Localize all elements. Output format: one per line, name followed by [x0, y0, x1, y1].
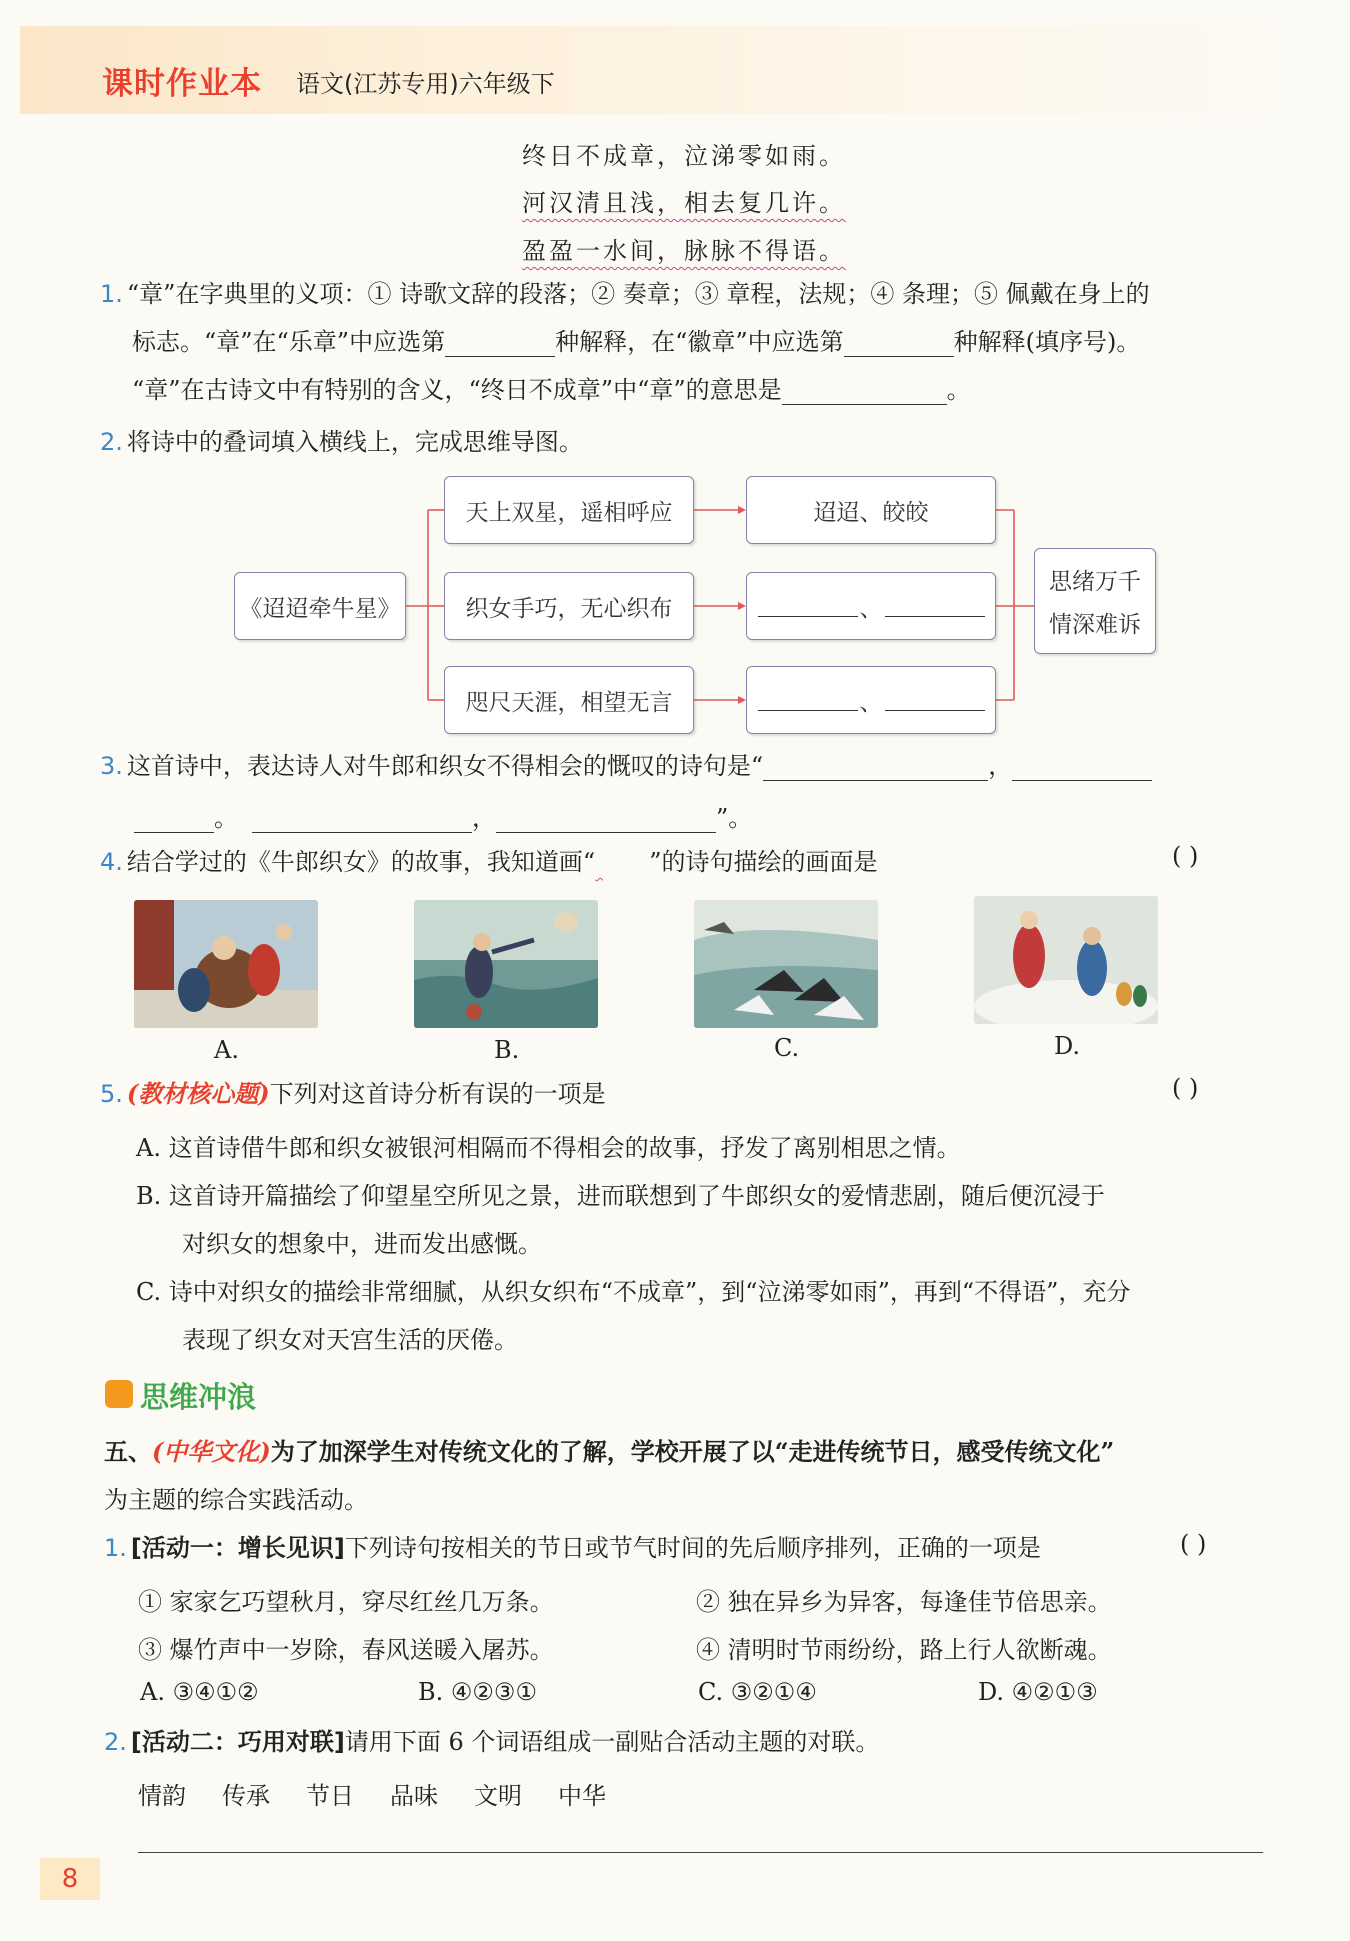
q4-wavy-mark — [595, 848, 649, 877]
q3-line-2 — [134, 804, 752, 833]
act1-item-3: ③ 爆竹声中一岁除，春风送暖入屠苏。 — [138, 1636, 554, 1664]
act2-line — [104, 1728, 879, 1757]
q4-picture-b[interactable] — [414, 900, 598, 1028]
q5-option-a[interactable]: A. 这首诗借牛郎和织女被银河相隔而不得相会的故事，抒发了离别相思之情。 — [136, 1134, 961, 1162]
act2-word-1: 情韵 — [138, 1782, 186, 1810]
q4-line — [100, 848, 877, 877]
act1-option-a[interactable]: A. ③④①② — [140, 1678, 259, 1706]
act2-word-6: 中华 — [558, 1782, 606, 1810]
q1-text-2a: 标志。“章”在“乐章”中应选第 — [132, 328, 446, 356]
act1-line — [104, 1534, 1041, 1563]
act1-option-d[interactable]: D. ④②①③ — [978, 1678, 1098, 1706]
q-five-prefix: 五、 — [104, 1437, 152, 1466]
act1-title: [活动一：增长见识] — [130, 1534, 345, 1562]
act1-option-b[interactable]: B. ④②③① — [418, 1678, 537, 1706]
act2-text: 请用下面 6 个词语组成一副贴合活动主题的对联。 — [344, 1728, 880, 1756]
poem-line-2: 河汉清且浅，相去复几许。 — [522, 189, 846, 217]
mindmap-conclusion-2: 情深难诉 — [1049, 612, 1141, 638]
q3-period: 。 — [214, 804, 238, 832]
act1-text: 下列诗句按相关的节日或节气时间的先后顺序排列，正确的一项是 — [344, 1534, 1041, 1562]
q1-text-2c: 种解释(填序号)。 — [953, 328, 1141, 356]
mindmap-blank-3a[interactable] — [758, 690, 858, 711]
q5-option-c-1[interactable]: C. 诗中对织女的描绘非常细腻，从织女织布“不成章”，到“泣涕零如雨”，再到“不得语”，充分 — [136, 1278, 1131, 1306]
mindmap-blank-2a[interactable] — [758, 596, 858, 617]
q4-number: 4. — [100, 848, 123, 876]
mindmap-sep-2: 、 — [859, 595, 883, 622]
q3-number: 3. — [100, 752, 123, 780]
answer-line[interactable] — [138, 1852, 1263, 1853]
q4-answer-paren[interactable]: ( ) — [1172, 842, 1199, 870]
q4-picture-a[interactable] — [134, 900, 318, 1028]
q4-picture-d[interactable] — [974, 896, 1158, 1024]
act2-word-2: 传承 — [222, 1782, 270, 1810]
q2-text: 将诗中的叠词填入横线上，完成思维导图。 — [126, 428, 583, 456]
act1-number: 1. — [104, 1534, 127, 1562]
q4-text-b: ”的诗句描绘的画面是 — [649, 848, 878, 876]
q3-blank-2b[interactable] — [134, 808, 214, 833]
act1-item-1: ① 家家乞巧望秋月，穿尽红丝几万条。 — [138, 1588, 554, 1616]
q3-text: 这首诗中，表达诗人对牛郎和织女不得相会的慨叹的诗句是“ — [126, 752, 764, 780]
q-five-line-2: 为主题的综合实践活动。 — [104, 1486, 368, 1514]
q4-label-a: A. — [214, 1036, 239, 1064]
q1-number: 1. — [100, 280, 123, 308]
q1-text-1: “章”在字典里的义项：① 诗歌文辞的段落；② 奏章；③ 章程，法规；④ 条理；⑤ 佩戴在身上的 — [126, 280, 1150, 308]
act2-word-4: 品味 — [390, 1782, 438, 1810]
mindmap-conclusion-1: 思绪万千 — [1049, 569, 1141, 595]
q-five-text-1: 为了加深学生对传统文化的了解，学校开展了以“走进传统节日，感受传统文化” — [270, 1437, 1115, 1466]
mindmap-branch-2: 织女手巧，无心织布 — [444, 572, 694, 640]
q3-blank-4[interactable] — [496, 808, 716, 833]
mindmap-blank-2b[interactable] — [885, 596, 985, 617]
q4-label-c: C. — [774, 1034, 800, 1062]
q3-comma-1: ， — [988, 752, 1013, 780]
q5-line — [100, 1080, 606, 1109]
q4-picture-c[interactable] — [694, 900, 878, 1028]
subject-title: 语文(江苏专用)六年级下 — [296, 70, 555, 98]
act1-item-4: ④ 清明时节雨纷纷，路上行人欲断魂。 — [696, 1636, 1112, 1664]
q5-tag: (教材核心题) — [126, 1079, 270, 1108]
page-number: 8 — [40, 1858, 100, 1900]
mindmap-blank-3b[interactable] — [885, 690, 985, 711]
q-five-tag: (中华文化) — [152, 1437, 271, 1466]
section-title: 思维冲浪 — [140, 1380, 257, 1414]
mindmap-sep-3: 、 — [859, 689, 883, 716]
act1-answer-paren[interactable]: ( ) — [1180, 1530, 1207, 1558]
q4-text-a: 结合学过的《牛郎织女》的故事，我知道画“ — [126, 848, 596, 876]
q5-option-b-2: 对织女的想象中，进而发出感慨。 — [182, 1230, 542, 1258]
act1-item-2: ② 独在异乡为异客，每逢佳节倍思亲。 — [696, 1588, 1112, 1616]
q1-text-2b: 种解释，在“徽章”中应选第 — [555, 328, 844, 356]
q1-text-3a: “章”在古诗文中有特别的含义，“终日不成章”中“章”的意思是 — [132, 376, 782, 404]
mindmap-root: 《迢迢牵牛星》 — [234, 572, 406, 640]
poem-line-3: 盈盈一水间，脉脉不得语。 — [522, 237, 846, 265]
mindmap-answer-2 — [746, 572, 996, 640]
q3-line-1 — [100, 752, 1152, 781]
q3-blank-1[interactable] — [763, 756, 988, 781]
q1-text-3b: 。 — [946, 376, 971, 404]
act2-number: 2. — [104, 1728, 127, 1756]
q3-close: ”。 — [716, 804, 753, 832]
mindmap-branch-1: 天上双星，遥相呼应 — [444, 476, 694, 544]
q5-text: 下列对这首诗分析有误的一项是 — [269, 1080, 606, 1108]
act2-title: [活动二：巧用对联] — [130, 1728, 345, 1756]
brand-title: 课时作业本 — [102, 66, 262, 102]
q-five-line-1 — [104, 1438, 1114, 1467]
q3-comma-2: ， — [472, 804, 496, 832]
q5-number: 5. — [100, 1080, 123, 1108]
q4-label-b: B. — [494, 1036, 520, 1064]
mindmap-answer-1: 迢迢、皎皎 — [746, 476, 996, 544]
q2-number: 2. — [100, 428, 123, 456]
act2-word-5: 文明 — [474, 1782, 522, 1810]
poem-line-1: 终日不成章，泣涕零如雨。 — [522, 142, 846, 170]
act1-option-c[interactable]: C. ③②①④ — [698, 1678, 817, 1706]
q5-option-c-2: 表现了织女对天宫生活的厌倦。 — [182, 1326, 518, 1354]
act2-word-3: 节日 — [306, 1782, 354, 1810]
q3-blank-3[interactable] — [252, 808, 472, 833]
mindmap-conclusion — [1034, 548, 1156, 654]
mindmap-branch-3: 咫尺天涯，相望无言 — [444, 666, 694, 734]
q5-option-b-1[interactable]: B. 这首诗开篇描绘了仰望星空所见之景，进而联想到了牛郎织女的爱情悲剧，随后便沉浸于 — [136, 1182, 1105, 1210]
q3-blank-2a[interactable] — [1012, 756, 1152, 781]
mindmap-answer-3 — [746, 666, 996, 734]
q4-label-d: D. — [1054, 1032, 1081, 1060]
wave-icon — [105, 1380, 133, 1408]
q5-answer-paren[interactable]: ( ) — [1172, 1074, 1199, 1102]
